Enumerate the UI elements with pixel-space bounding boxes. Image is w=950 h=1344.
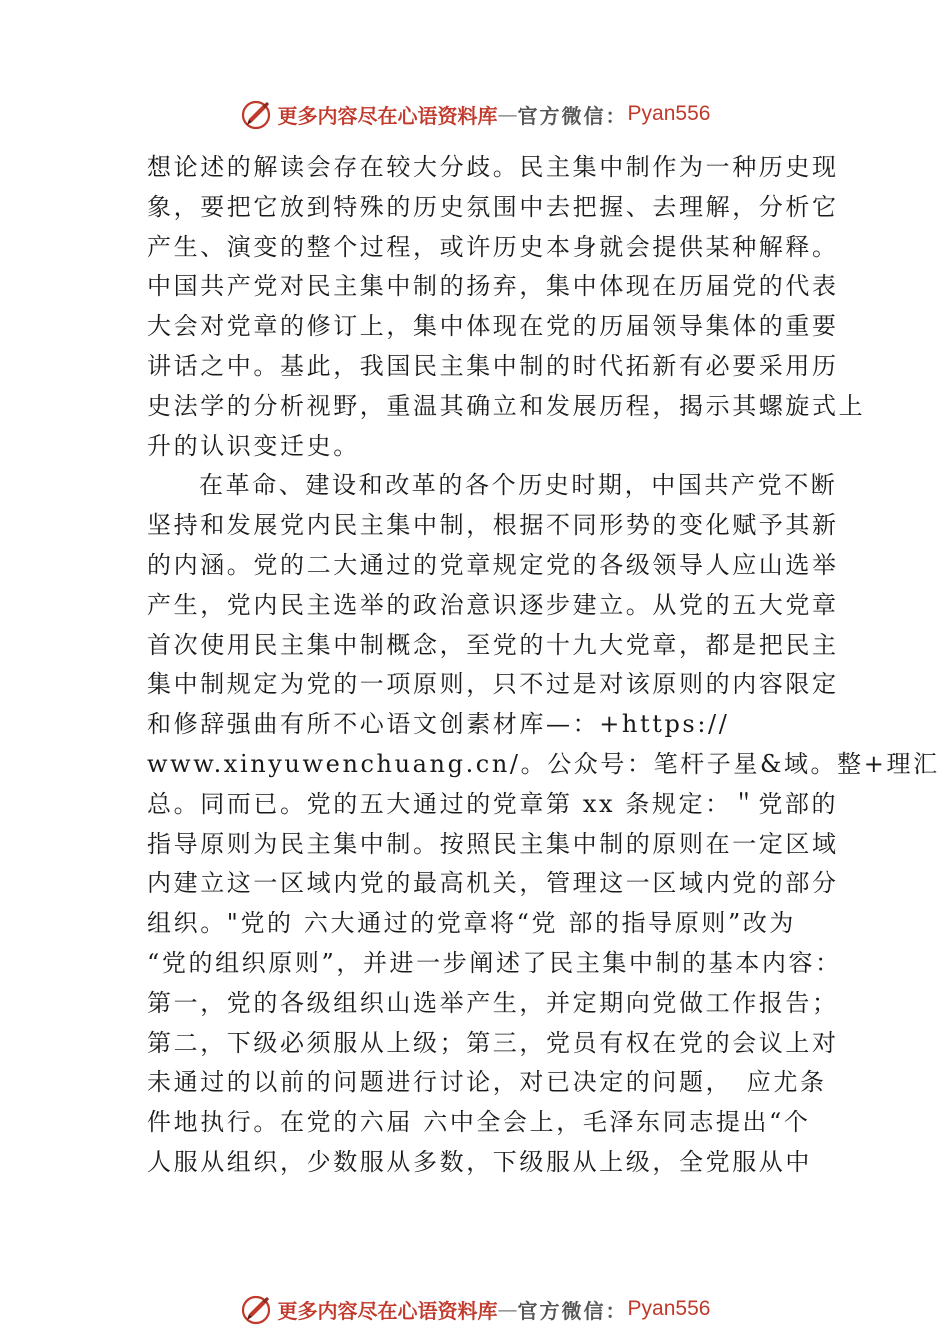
body-line: 第二，下级必须服从上级；第三，党员有权在党的会议上对 — [147, 1028, 839, 1057]
body-line: 讲话之中。基此，我国民主集中制的时代拓新有必要采用历 — [147, 351, 839, 380]
header-brand: 更多内容尽在心语资料库 — [277, 103, 498, 128]
header-wechat-id: Pyan556 — [627, 102, 711, 125]
body-line: 象，要把它放到特殊的历史氛围中去把握、去理解，分析它 — [147, 192, 839, 221]
brand-logo-icon — [240, 1292, 274, 1326]
body-line: 未通过的以前的问题进行讨论，对已决定的问题， 应尤条 — [147, 1068, 827, 1097]
body-line: 大会对党章的修订上，集中体现在党的历届领导集体的重要 — [147, 312, 839, 341]
body-line: 总。同而已。党的五大通过的党章第 xx 条规定：＂党部的 — [147, 789, 839, 818]
body-line: 的内涵。党的二大通过的党章规定党的各级领导人应山选举 — [147, 550, 839, 579]
body-line: 产生，党内民主选举的政治意识逐步建立。从党的五大党章 — [147, 590, 839, 619]
footer-label: 官方微信： — [517, 1298, 628, 1323]
header-label: 官方微信： — [517, 103, 628, 128]
body-line: “党的组织原则”，并进一步阐述了民主集中制的基本内容： — [147, 948, 842, 977]
body-line: 首次使用民主集中制概念，至党的十九大党章，都是把民主 — [147, 630, 839, 659]
footer-brand: 更多内容尽在心语资料库 — [277, 1298, 498, 1323]
footer-wechat-id: Pyan556 — [627, 1297, 711, 1320]
body-line: 产生、演变的整个过程，或许历史本身就会提供某种解释。 — [147, 232, 839, 261]
body-line: 第一，党的各级组织山选举产生，并定期向党做工作报告； — [147, 988, 839, 1017]
body-line: www.xinyuwenchuang.cn/。公众号：笔杆子星&域。整+理汇 — [147, 749, 940, 778]
body-line: 想论述的解读会存在较大分歧。民主集中制作为一种历史现 — [147, 153, 839, 181]
body-line: 件地执行。在党的六届 六中全会上，毛泽东同志提出“个 — [147, 1108, 811, 1137]
header-banner — [0, 94, 950, 134]
document-body — [147, 148, 940, 1183]
body-line: 和修辞强曲有所不心语文创素材库—：+https:// — [147, 710, 730, 739]
footer-banner — [0, 1289, 950, 1329]
body-line: 内建立这一区域内党的最高机关，管理这一区域内党的部分 — [147, 869, 839, 898]
body-line: 中国共产党对民主集中制的扬弃，集中体现在历届党的代表 — [147, 272, 839, 301]
footer-separator: — — [497, 1297, 518, 1321]
header-separator: — — [497, 102, 518, 126]
body-line: 坚持和发展党内民主集中制，根据不同形势的变化赋予其新 — [147, 511, 839, 540]
brand-logo-icon — [240, 97, 274, 131]
body-line: 升的认识变迁史。 — [147, 431, 360, 460]
body-line: 指导原则为民主集中制。按照民主集中制的原则在一定区域 — [147, 829, 839, 858]
paragraph-start-line: 在革命、建设和改革的各个历史时期，中国共产党不断 — [199, 471, 838, 500]
body-line: 人服从组织，少数服从多数，下级服从上级，全党服从中 — [147, 1147, 812, 1176]
body-line: 组织。"党的 六大通过的党章将“党 部的指导原则”改为 — [147, 909, 797, 938]
body-line: 集中制规定为党的一项原则，只不过是对该原则的内容限定 — [147, 670, 839, 699]
body-line: 史法学的分析视野，重温其确立和发展历程，揭示其螺旋式上 — [147, 391, 866, 420]
